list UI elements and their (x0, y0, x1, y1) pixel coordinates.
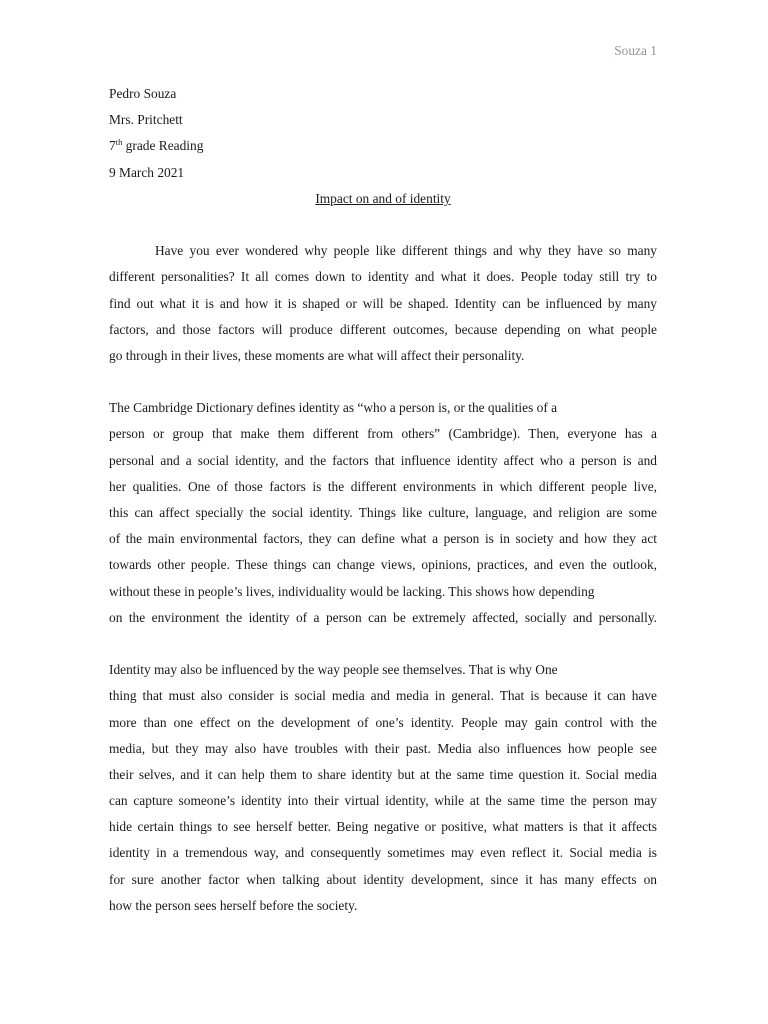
mla-heading (109, 84, 657, 189)
paragraph-line: for sure another factor when talking about identity development, since it has many effects on (109, 871, 657, 887)
document-body (109, 84, 657, 922)
paragraph-2 (109, 398, 657, 634)
paragraph-line: personal and a social identity, and the factors that influence identity affect who a person is and (109, 452, 657, 468)
paragraph-line: hide certain things to see herself better. Being negative or positive, what matters is that it affects (109, 819, 657, 835)
paragraph-line: their selves, and it can help them to share identity but at the same time question it. Social media (109, 766, 657, 782)
paragraph-line: Have you ever wondered why people like different things and why they have so many (155, 243, 657, 259)
paragraph-line: of the main environmental factors, they can define what a person is in society and how they act (109, 531, 657, 547)
blank-line (109, 215, 657, 241)
paragraph-line: can capture someone’s identity into their virtual identity, while at the same time the person may (109, 793, 657, 809)
paragraph-line: this can affect specially the social identity. Things like culture, language, and religion are some (109, 505, 657, 520)
course-ordinal-suffix: th (115, 137, 123, 148)
paragraph-line: Identity may also be influenced by the way people see themselves. That is why One (109, 662, 558, 678)
paragraph-line: person or group that make them different from others” (Cambridge). Then, everyone has a (109, 426, 657, 442)
paragraph-3 (109, 660, 657, 922)
essay-title-text: Impact on and of identity (315, 190, 451, 206)
paragraph-1 (109, 241, 657, 372)
paragraph-line: factors, and those factors will produce different outcomes, because depending on what people (109, 321, 657, 337)
paragraph-line: go through in their lives, these moments are what will affect their personality. (109, 347, 525, 363)
blank-line (109, 372, 657, 398)
paragraph-line: how the person sees herself before the society. (109, 897, 358, 913)
blank-line (109, 634, 657, 660)
essay-title (109, 189, 657, 215)
running-head-page-number: Souza 1 (614, 43, 657, 58)
student-name: Pedro Souza (109, 86, 177, 101)
paragraph-line: on the environment the identity of a person can be extremely affected, socially and personally. (109, 609, 657, 625)
paragraph-line: more than one effect on the development of one’s identity. People may gain control with the (109, 714, 657, 730)
paragraph-line: media, but they may also have troubles with their past. Media also influences how people see (109, 740, 657, 756)
teacher-name: Mrs. Pritchett (109, 112, 183, 128)
paragraph-line: her qualities. One of those factors is the different environments in which different people live, (109, 478, 657, 494)
paragraph-line: without these in people’s lives, individuality would be lacking. This shows how depending (109, 583, 595, 599)
submission-date: 9 March 2021 (109, 164, 185, 180)
paragraph-line: The Cambridge Dictionary defines identity as “who a person is, or the qualities of a (109, 400, 558, 416)
paragraph-line: different personalities? It all comes down to identity and what it does. People today still try to (109, 269, 657, 285)
paragraph-line: identity in a tremendous way, and consequently sometimes may even reflect it. Social media is (109, 845, 657, 861)
course-title: grade Reading (122, 138, 204, 154)
course-name (109, 136, 657, 162)
paragraph-line: towards other people. These things can change views, opinions, practices, and even the outlook, (109, 557, 657, 573)
paragraph-line: find out what it is and how it is shaped or will be shaped. Identity can be influenced by many (109, 295, 657, 311)
paragraph-line: thing that must also consider is social media and media in general. That is because it can have (109, 688, 657, 704)
course-number: 7 (109, 138, 116, 154)
